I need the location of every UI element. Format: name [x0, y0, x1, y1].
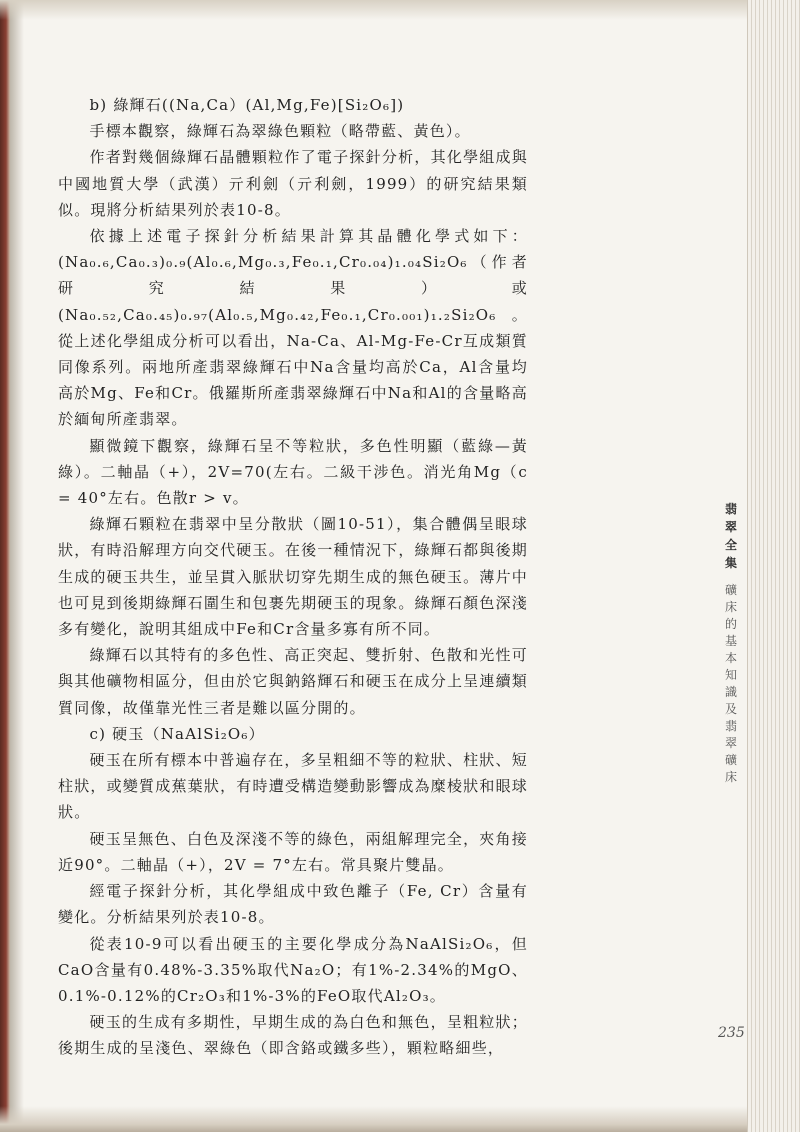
paragraph: 硬玉呈無色、白色及深淺不等的綠色，兩組解理完全，夾角接近90°。二軸晶（+），2V = 7°左右。常具聚片雙晶。 [58, 829, 528, 874]
paragraph: 作者對幾個綠輝石晶體顆粒作了電子探針分析，其化學組成與中國地質大學（武漢）亓利劍（亓利劍，1999）的研究結果類似。現將分析結果列於表10-8。 [58, 148, 528, 219]
paragraph-formula [58, 223, 528, 433]
section-b-heading: b) 綠輝石((Na,Ca）(Al,Mg,Fe)[Si₂O₆]) [89, 96, 405, 114]
body-text [58, 92, 528, 1062]
paragraph: 經電子探針分析，其化學組成中致色離子（Fe, Cr）含量有變化。分析結果列於表10-8。 [58, 882, 528, 927]
page-number: 235 [718, 1025, 745, 1041]
gutter-shadow [10, 0, 24, 1132]
page-stack-edges [747, 0, 800, 1132]
paragraph: 綠輝石以其特有的多色性、高正突起、雙折射、色散和光性可與其他礦物相區分，但由於它與鈉鉻輝石和硬玉在成分上呈連續類質同像，故僅靠光性三者是難以區分開的。 [58, 646, 528, 717]
sidebar-chapter-title: 礦床的基本知識及翡翠礦床 [724, 583, 737, 784]
paragraph: 綠輝石顆粒在翡翠中呈分散狀（圖10-51），集合體偶呈眼球狀，有時沿解理方向交代硬玉。在後一種情況下，綠輝石都與後期生成的硬玉共生，並呈貫入脈狀切穿先期生成的無色硬玉。薄片中也可見到後期綠輝石圍生和包裹先期硬玉的現象。綠輝石顏色深淺多有變化，說明其組成中Fe和Cr含量多寡有所不同。 [58, 515, 528, 639]
paragraph: 從表10-9可以看出硬玉的主要化學成分為NaAlSi₂O₆，但CaO含量有0.48%-3.35%取代Na₂O；有1%-2.34%的MgO、0.1%-0.12%的Cr₂O₃和1%-3%的FeO取代Al₂O₃。 [58, 934, 528, 1005]
paragraph: 硬玉的生成有多期性，早期生成的為白色和無色，呈粗粒狀；後期生成的呈淺色、翠綠色（即含鉻或鐵多些），顆粒略細些， [58, 1013, 528, 1058]
formula-conclusion: 。從上述化學組成分析可以看出，Na-Ca、Al-Mg-Fe-Cr互成類質同像系列。兩地所產翡翠綠輝石中Na含量均高於Ca，Al含量均高於Mg、Fe和Cr。俄羅斯所產翡翠綠輝石中Na和Al的含量略高於緬甸所產翡翠。 [58, 305, 528, 429]
book-cover-edge [0, 0, 10, 1132]
formula-intro: 依據上述電子探針分析結果計算其晶體化學式如下： [89, 227, 528, 246]
sidebar-book-title: 翡翠全集 [724, 502, 737, 570]
paragraph: 顯微鏡下觀察，綠輝石呈不等粒狀，多色性明顯（藍綠—黃綠）。二軸晶（+），2V=70(左右。二級干涉色。消光角Mg（c = 40°左右。色散r > v。 [58, 436, 528, 508]
page-top-edge [0, 0, 800, 20]
paragraph: 硬玉在所有標本中普遍存在，多呈粗細不等的粒狀、柱狀、短柱狀，或變質成蕉葉狀，有時遭受構造變動影響成為糜棱狀和眼球狀。 [58, 751, 528, 822]
formula-author: (Na₀.₆,Ca₀.₃)₀.₉(Al₀.₆,Mg₀.₃,Fe₀.₁,Cr₀.₀₄)₁.₀₄Si₂O₆ [58, 253, 468, 272]
formula-author-note: （作者研究結果）或 [58, 253, 528, 298]
formula-other: (Na₀.₅₂,Ca₀.₄₅)₀.₉₇(Al₀.₅,Mg₀.₄₂,Fe₀.₁,Cr₀.₀₀₁)₁.₂Si₂O₆ [58, 305, 497, 324]
paragraph: 手標本觀察，綠輝石為翠綠色顆粒（略帶藍、黃色）。 [89, 122, 471, 141]
page-bottom-edge [0, 1106, 800, 1132]
section-c-heading: c) 硬玉（NaAlSi₂O₆） [89, 724, 265, 743]
